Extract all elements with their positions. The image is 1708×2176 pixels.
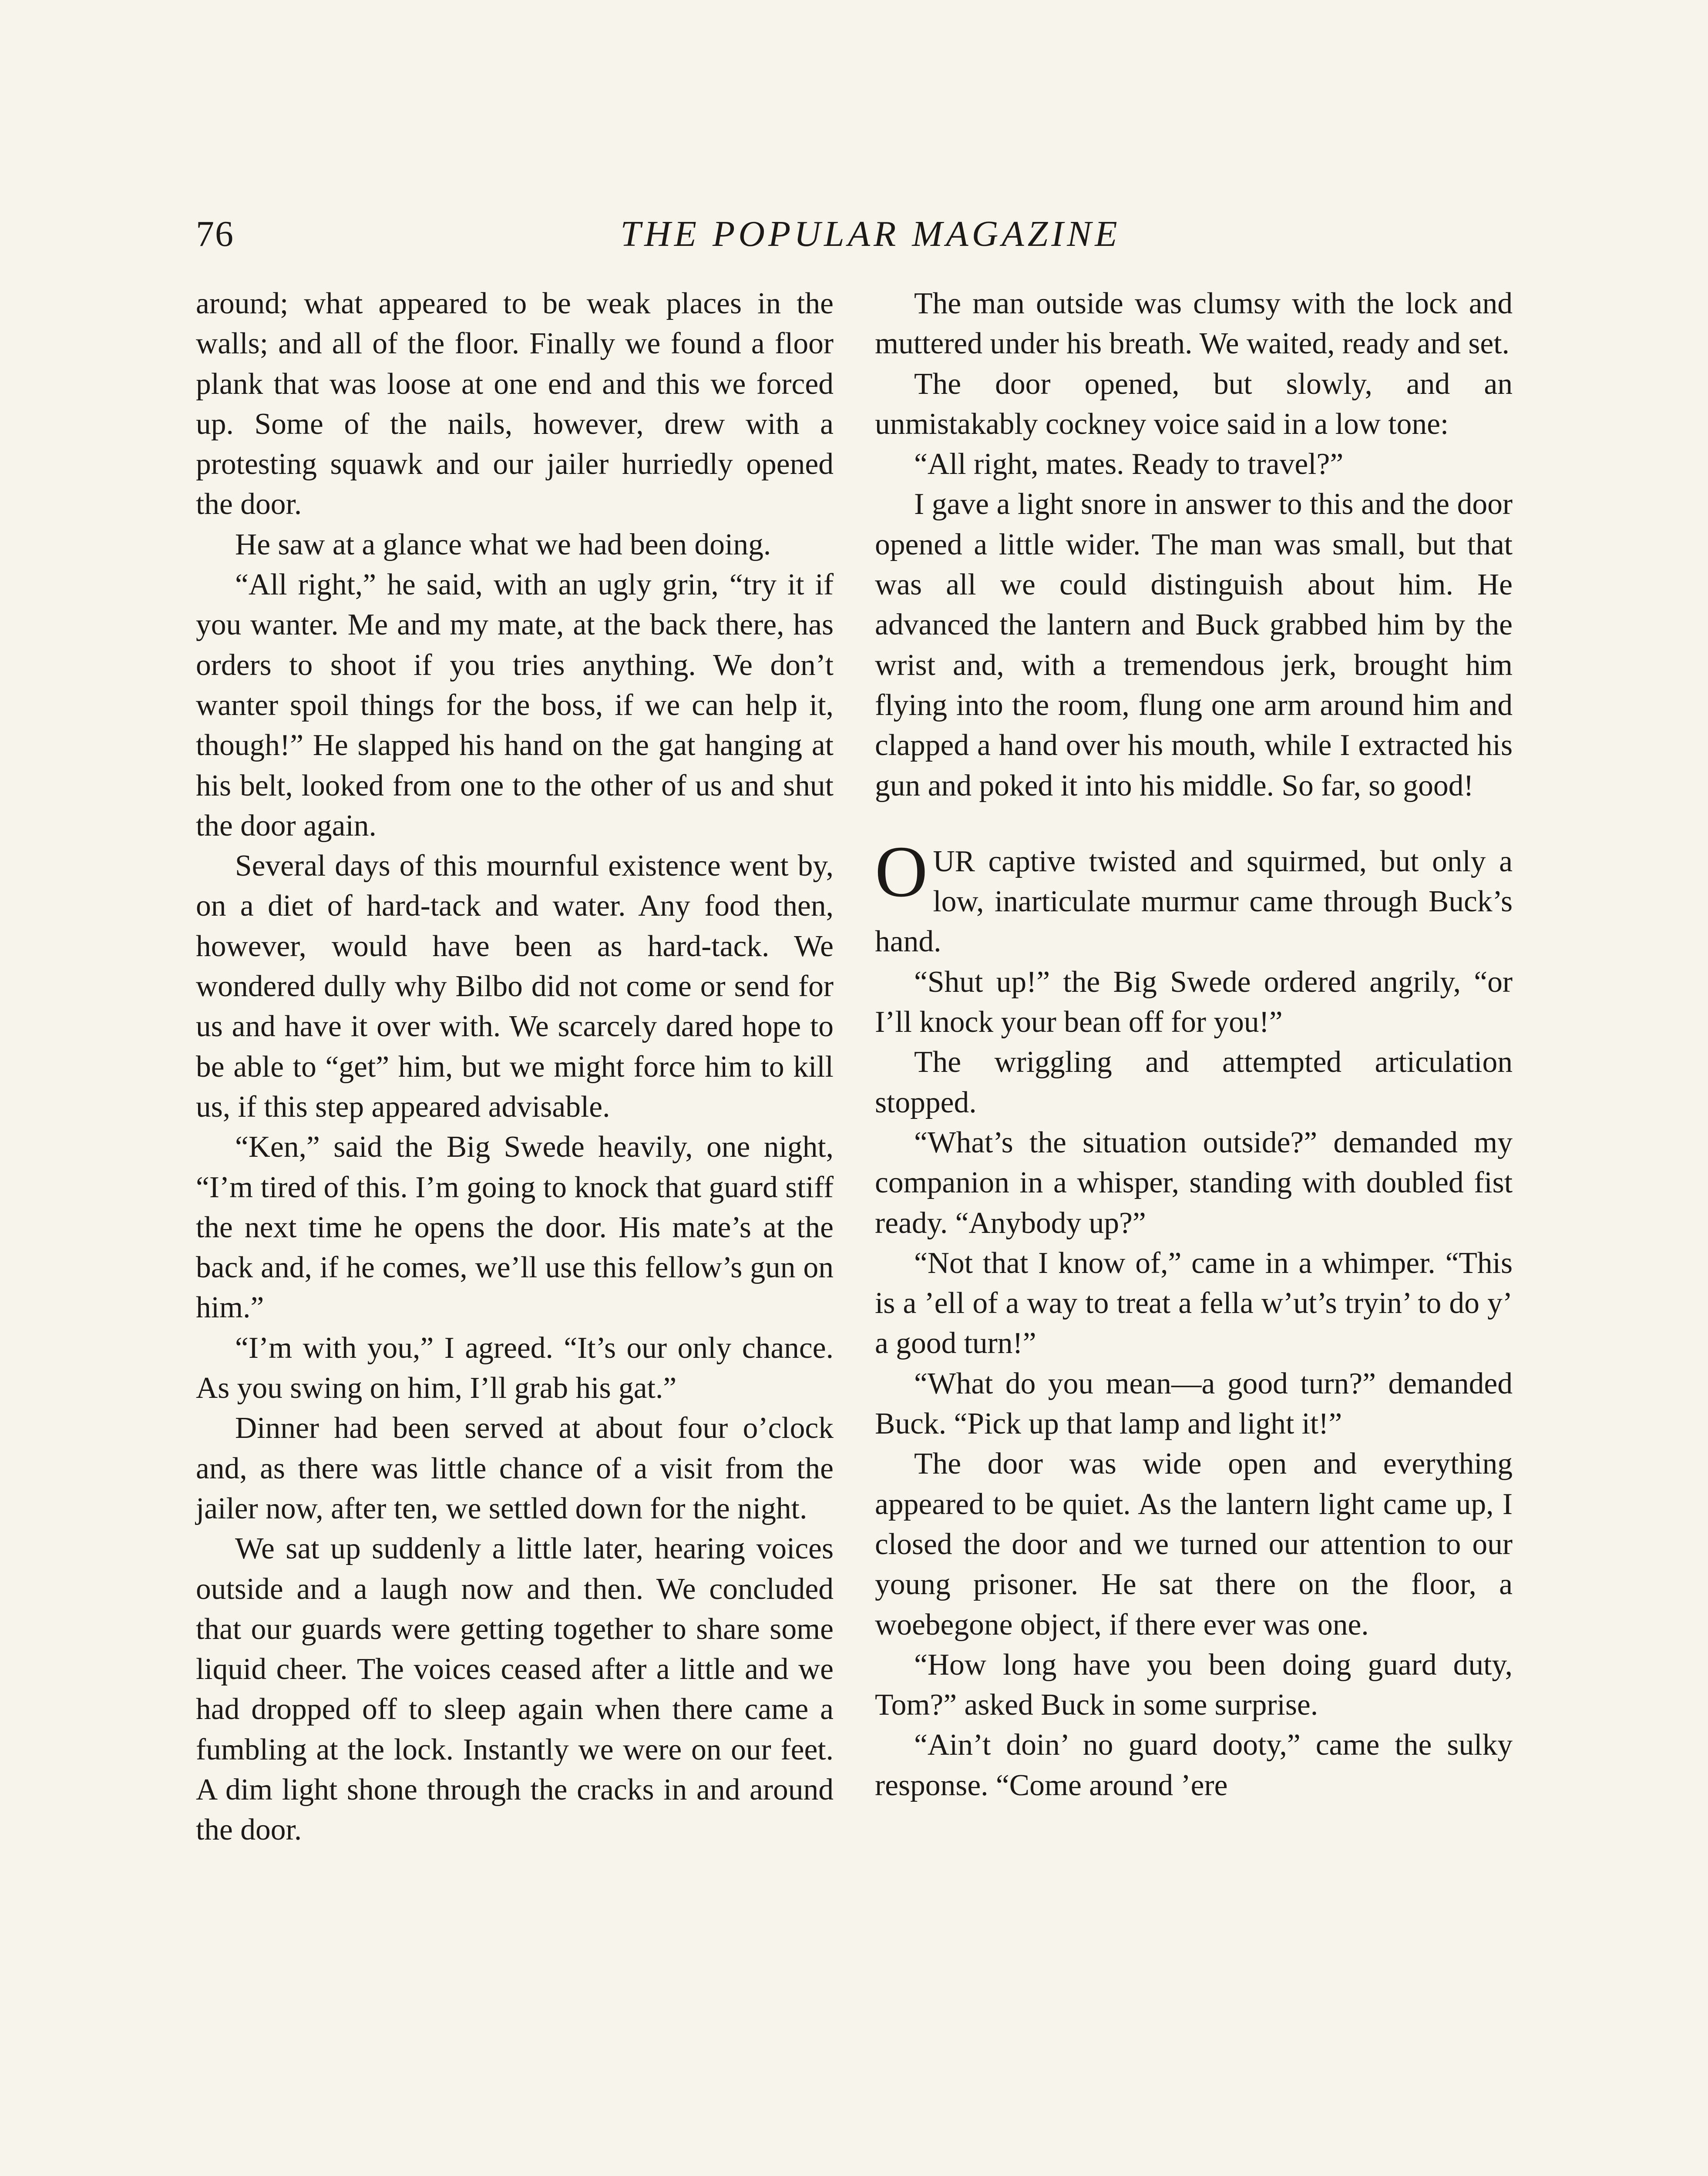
paragraph: I gave a light snore in answer to this and the door opened a little wider. The man was small, but that was all we could distinguish about him. He advanced the lantern and Buck grabbed him by the wrist and, with a tremendous jerk, brought him flying into the room, flung one arm around him and clapped a hand over his mouth, while I extracted his gun and poked it into his middle. So far, so good!	[875, 487, 1513, 803]
paragraph: “Not that I know of,” came in a whimper. “This is a ’ell of a way to treat a fella w’ut’s tryin’ to do y’ a good turn!”	[875, 1246, 1513, 1360]
paragraph: “What do you mean—a good turn?” demanded Buck. “Pick up that lamp and light it!”	[875, 1367, 1513, 1441]
paragraph: “All right, mates. Ready to travel?”	[914, 447, 1344, 481]
paragraph: around; what appeared to be weak places in the walls; and all of the floor. Finally we found a floor plank that was loose at one end and this we forced up. Some of the nails, however, drew with a protesting squawk and our jailer hurriedly opened the door.	[196, 287, 834, 521]
paragraph: We sat up suddenly a little later, hearing voices outside and a laugh now and then. We concluded that our guards were getting together to share some liquid cheer. The voices ceased after a little and we had dropped off to sleep again when there came a fumbling at the lock. Instantly we were on our feet. A dim light shone through the cracks in and around the door.	[196, 1532, 834, 1847]
paragraph: Dinner had been served at about four o’clock and, as there was little chance of a visit from the jailer now, after ten, we settled down for the night.	[196, 1411, 834, 1525]
page-number: 76	[196, 214, 234, 254]
right-column	[875, 284, 1513, 1806]
paragraph: “How long have you been doing guard duty, Tom?” asked Buck in some surprise.	[875, 1648, 1513, 1722]
running-head: THE POPULAR MAGAZINE	[620, 214, 1121, 254]
drop-cap: O	[875, 831, 928, 912]
paragraph: He saw at a glance what we had been doing.	[235, 527, 771, 561]
page-header	[0, 208, 1708, 260]
paragraph: “All right,” he said, with an ugly grin, “try it if you wanter. Me and my mate, at the back there, has orders to shoot if you tries anything. We don’t wanter spoil things for the boss, if we can help it, though!” He slapped his hand on the gat hanging at his belt, looked from one to the other of us and shut the door again.	[196, 568, 834, 843]
paragraph: “I’m with you,” I agreed. “It’s our only chance. As you swing on him, I’ll grab his gat.”	[196, 1331, 834, 1405]
paragraph: The door was wide open and everything appeared to be quiet. As the lantern light came up, I closed the door and we turned our attention to our young prisoner. He sat there on the floor, a woebegone object, if there ever was one.	[875, 1447, 1513, 1642]
paragraph: “What’s the situation outside?” demanded my companion in a whisper, standing with doubled fist ready. “Anybody up?”	[875, 1125, 1513, 1240]
section-opening-paragraph	[875, 831, 1513, 962]
paragraph: “Ken,” said the Big Swede heavily, one night, “I’m tired of this. I’m going to knock that guard stiff the next time he opens the door. His mate’s at the back and, if he comes, we’ll use this fellow’s gun on him.”	[196, 1130, 834, 1325]
paragraph: “Ain’t doin’ no guard dooty,” came the sulky response. “Come around ’ere	[875, 1728, 1513, 1802]
paragraph: Several days of this mournful existence went by, on a diet of hard-tack and water. Any food then, however, would have been as hard-tack. We wondered dully why Bilbo did not come or send for us and have it over with. We scarcely dared hope to be able to “get” him, but we might force him to kill us, if this step appeared advisable.	[196, 849, 834, 1124]
paragraph: “Shut up!” the Big Swede ordered angrily, “or I’ll knock your bean off for you!”	[875, 965, 1513, 1039]
left-column	[196, 284, 834, 1850]
section-opening-text: UR captive twisted and squirmed, but only a low, inarticulate murmur came through Buck’s hand.	[875, 844, 1513, 959]
paragraph: The wriggling and attempted articulation stopped.	[875, 1045, 1513, 1119]
paragraph: The door opened, but slowly, and an unmistakably cockney voice said in a low tone:	[875, 367, 1513, 441]
paragraph: The man outside was clumsy with the lock and muttered under his breath. We waited, ready and set.	[875, 287, 1513, 361]
